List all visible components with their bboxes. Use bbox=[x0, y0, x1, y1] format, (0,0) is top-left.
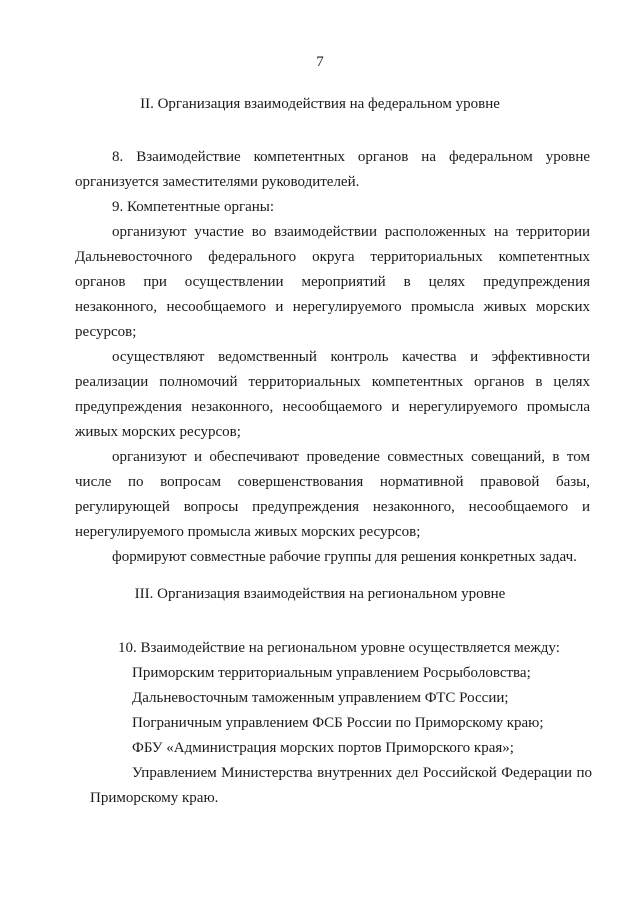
page-number: 7 bbox=[316, 54, 324, 70]
section-federal-body bbox=[75, 145, 590, 570]
paragraph-9-item: осуществляют ведомственный контроль качества и эффективности реализации полномочий территориальных компетентных органов в целях предупреждения незаконного, несообщаемого и нерегулируемого промысла живых морских ресурсов; bbox=[75, 349, 590, 440]
paragraph-9-intro: 9. Компетентные органы: bbox=[112, 199, 275, 215]
paragraph-10-intro: 10. Взаимодействие на региональном уровне осуществляется между: bbox=[118, 640, 560, 656]
section-heading-federal: II. Организация взаимодействия на федеральном уровне bbox=[140, 96, 500, 112]
paragraph-10-item: Дальневосточным таможенным управлением ФТС России; bbox=[132, 690, 509, 706]
paragraph-9-item: формируют совместные рабочие группы для решения конкретных задач. bbox=[112, 549, 577, 565]
paragraph-10-item: ФБУ «Администрация морских портов Приморского края»; bbox=[132, 740, 514, 756]
section-regional-body bbox=[90, 636, 592, 811]
paragraph-10-item: Пограничным управлением ФСБ России по Приморскому краю; bbox=[132, 715, 544, 731]
paragraph-10-item: Управлением Министерства внутренних дел Российской Федерации по Приморскому краю. bbox=[90, 765, 592, 806]
paragraph-10-item: Приморским территориальным управлением Росрыболовства; bbox=[132, 665, 531, 681]
section-heading-regional: III. Организация взаимодействия на региональном уровне bbox=[134, 586, 506, 602]
paragraph-9-item: организуют и обеспечивают проведение совместных совещаний, в том числе по вопросам совершенствования нормативной правовой базы, регулирующей вопросы предупреждения незаконного, несообщаемого и нерегулируемого промысла живых морских ресурсов; bbox=[75, 449, 590, 540]
paragraph-8: 8. Взаимодействие компетентных органов на федеральном уровне организуется заместителями руководителей. bbox=[75, 149, 590, 190]
paragraph-9-item: организуют участие во взаимодействии расположенных на территории Дальневосточного федерального округа территориальных компетентных органов при осуществлении мероприятий в целях предупреждения незаконного, несообщаемого и нерегулируемого промысла живых морских ресурсов; bbox=[75, 224, 590, 340]
